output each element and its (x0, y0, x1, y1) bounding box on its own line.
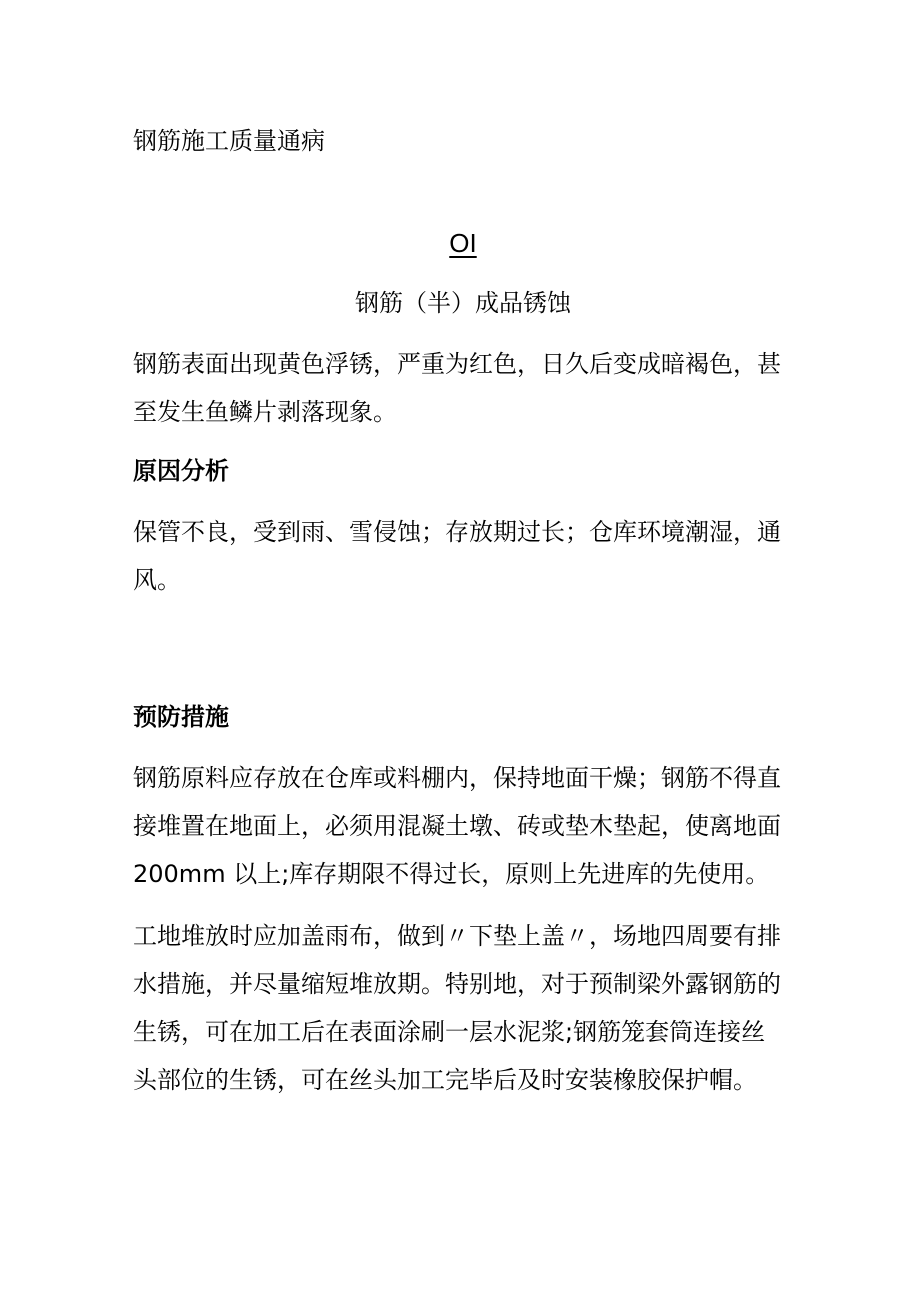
symptom-paragraph: 钢筋表面出现黄色浮锈，严重为红色，日久后变成暗褐色，甚 至发生鱼鳞片剥落现象。 (133, 350, 781, 426)
document-title: 钢筋施工质量通病 (133, 127, 325, 155)
section-title: 钢筋（半）成品锈蚀 (355, 289, 571, 317)
prevention-heading: 预防措施 (133, 703, 229, 731)
prevention-paragraph: 钢筋原料应存放在仓库或料棚内，保持地面干燥；钢筋不得直 接堆置在地面上，必须用混凝土墩、砖或垫木垫起，使离地面 200mm 以上;库存期限不得过长，原则上先进库的先使用。 (133, 764, 781, 888)
section-number: OI (449, 228, 477, 258)
cause-heading: 原因分析 (133, 457, 229, 485)
prevention-paragraph: 工地堆放时应加盖雨布，做到〃下垫上盖〃，场地四周要有排 水措施，并尽量缩短堆放期。特别地，对于预制梁外露钢筋的 生锈，可在加工后在表面涂刷一层水泥浆;钢筋笼套筒连接丝 头部位的生锈，可在丝头加工完毕后及时安装橡胶保护帽。 (133, 922, 781, 1094)
cause-paragraph: 保管不良，受到雨、雪侵蚀；存放期过长；仓库环境潮湿，通 风。 (133, 518, 781, 594)
